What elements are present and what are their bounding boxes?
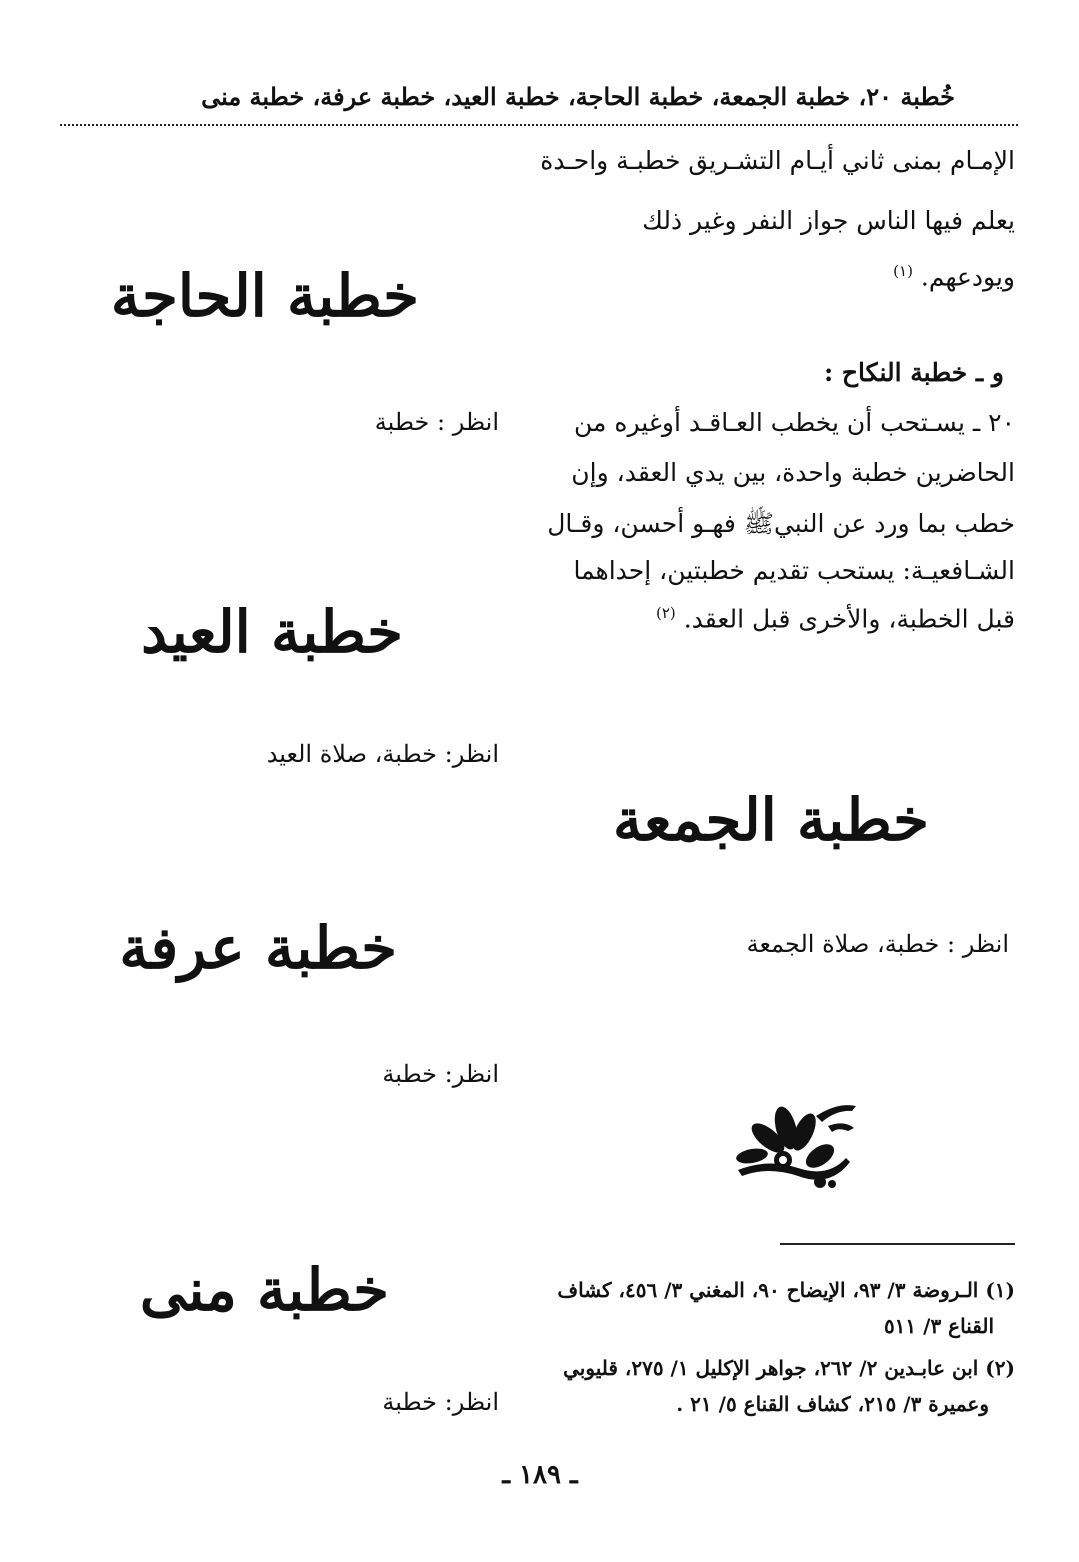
see-also-hajah: انظر : خطبة xyxy=(374,408,499,436)
body-line-3-text: ويودعهم. xyxy=(920,262,1015,292)
body-line-1: الإمـام بمنى ثاني أيـام التشـريق خطبـة واحـدة xyxy=(540,146,1015,175)
para-line-4: الشـافعيـة: يستحب تقديم خطبتين، إحداهما xyxy=(573,556,1015,585)
footnote-ref-2: (٢) xyxy=(655,604,676,622)
footnote-2-line-2: وعميرة ٣/ ٢١٥، كشاف القناع ٥/ ٢١ . xyxy=(676,1392,989,1416)
floral-ornament-icon xyxy=(728,1098,863,1193)
see-also-eid: انظر: خطبة، صلاة العيد xyxy=(266,740,499,768)
footnote-ref-1: (١) xyxy=(893,262,913,280)
see-also-mina: انظر: خطبة xyxy=(382,1388,499,1416)
para-line-5-text: قبل الخطبة، والأخرى قبل العقد. xyxy=(683,604,1015,634)
footnote-1-line-2: القناع ٣/ ٥١١ xyxy=(883,1314,994,1338)
heading-khutbat-al-jumuah: خطبة الجمعة xyxy=(612,786,929,854)
see-also-arafah: انظر: خطبة xyxy=(382,1060,499,1088)
heading-khutbat-al-hajah: خطبة الحاجة xyxy=(110,262,419,330)
para-line-3: خطب بما ورد عن النبيﷺ فهـو أحسن، وقـال xyxy=(547,509,1015,538)
body-line-2: يعلم فيها الناس جواز النفر وغير ذلك xyxy=(642,206,1015,235)
footnote-divider xyxy=(780,1243,1015,1245)
running-header: خُطبة ٢٠، خطبة الجمعة، خطبة الحاجة، خطبة العيد، خطبة عرفة، خطبة منى xyxy=(201,82,955,111)
page-number: ـ ١٨٩ ـ xyxy=(502,1460,578,1490)
heading-khutbat-arafah: خطبة عرفة xyxy=(119,914,397,982)
heading-khutbat-al-eid: خطبة العيد xyxy=(141,598,403,666)
para-line-1: ٢٠ ـ يسـتحب أن يخطب العـاقـد أوغيره من xyxy=(574,408,1015,437)
footnote-2-line-1: (٢) ابن عابـدين ٢/ ٢٦٢، جواهر الإكليل ١/ ٢٧٥، قليوبي xyxy=(563,1356,1015,1380)
subsection-title: و ـ خطبة النكاح : xyxy=(823,358,1004,387)
para-line-2: الحاضرين خطبة واحدة، بين يدي العقد، وإن xyxy=(571,458,1015,487)
see-also-jumuah: انظر : خطبة، صلاة الجمعة xyxy=(746,930,1009,958)
header-divider xyxy=(60,124,1018,126)
footnote-1-line-1: (١) الـروضة ٣/ ٩٣، الإيضاح ٩٠، المغني ٣/ ٤٥٦، كشاف xyxy=(557,1278,1015,1302)
para-line-5 xyxy=(656,604,1015,633)
heading-khutbat-mina: خطبة منى xyxy=(139,1256,389,1324)
body-line-3 xyxy=(893,262,1015,291)
